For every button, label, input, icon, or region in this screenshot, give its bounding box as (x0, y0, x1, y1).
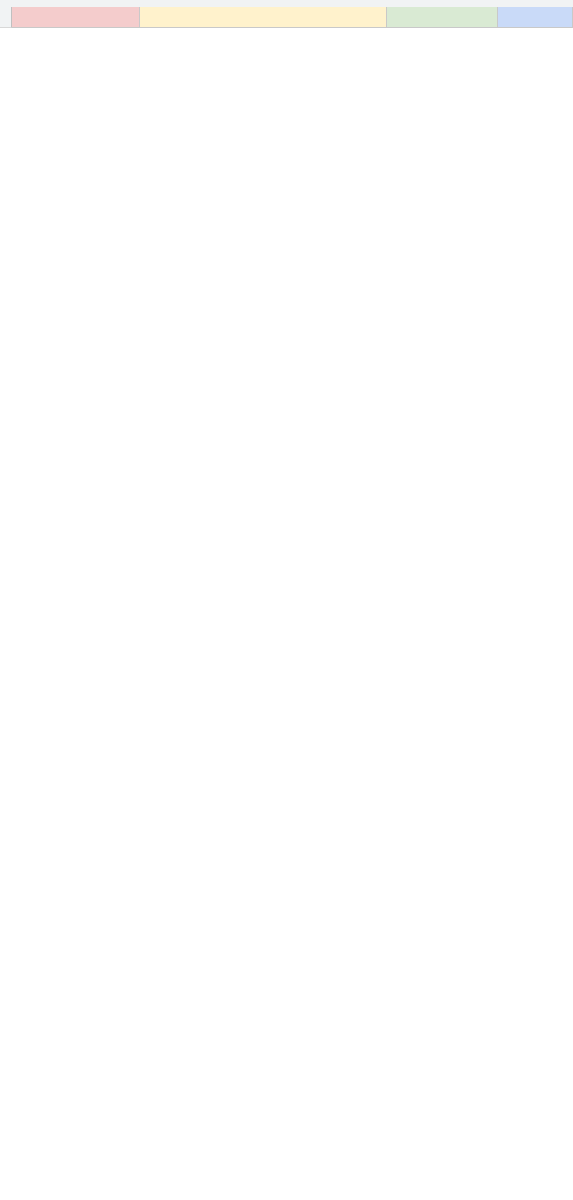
column-letter-b[interactable] (140, 0, 387, 7)
header-description[interactable] (140, 7, 387, 28)
column-letter-c[interactable] (387, 0, 498, 7)
header-name[interactable] (12, 7, 140, 28)
header-target[interactable] (387, 7, 498, 28)
column-letter-d[interactable] (498, 0, 573, 7)
column-letter-a[interactable] (12, 0, 140, 7)
row-number[interactable] (0, 7, 12, 28)
header-category[interactable] (498, 7, 573, 28)
